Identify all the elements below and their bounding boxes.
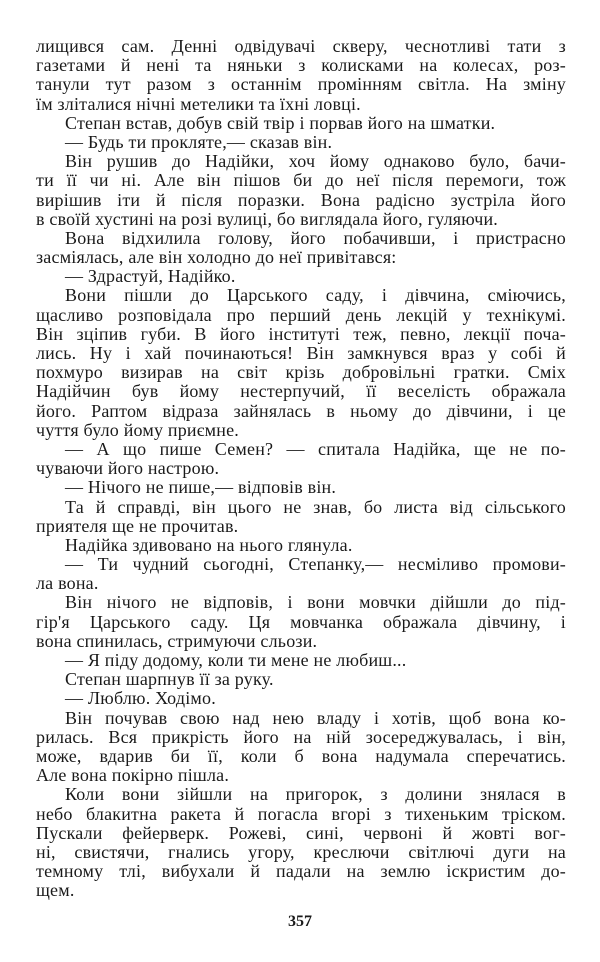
- text-line: ла вона.: [36, 573, 99, 594]
- paragraph: [36, 670, 566, 689]
- text-line: щасливо розповідала про перший день лекцій у технікумі.: [36, 304, 566, 325]
- text-line: приятеля ще не прочитав.: [36, 515, 239, 536]
- paragraph: [36, 555, 566, 593]
- text-line: Він зціпив губи. В його інституті теж, певно, лекції поча-: [36, 323, 566, 344]
- text-line: — Я піду додому, коли ти мене не любиш...: [65, 650, 407, 670]
- paragraph: [36, 478, 566, 497]
- text-line: Пускали фейерверк. Рожеві, сині, червоні й жовті вог-: [36, 822, 566, 843]
- paragraph: [36, 152, 566, 229]
- paragraph: [36, 114, 566, 133]
- text-line: — Нічого не пише,— відповів він.: [65, 477, 337, 498]
- paragraph: [36, 785, 566, 900]
- text-line: рилась. Вся прикрість його на ній зосереджувалась, і він,: [36, 726, 566, 747]
- paragraph: [36, 37, 566, 114]
- text-line: ти її чи ні. Але він пішов би до неї після перемоги, тож: [36, 170, 566, 191]
- text-line: Надійка здивовано на нього глянула.: [65, 534, 353, 555]
- text-line: може, вдарив би її, коли б вона надумала сперечатись.: [36, 745, 566, 766]
- text-line: засміялась, але він холодно до неї привітався:: [36, 247, 397, 268]
- page-body-text: [36, 37, 566, 900]
- text-line: чуття було йому приємне.: [36, 419, 239, 440]
- text-line: темному тлі, вибухали й падали на землю іскристим до-: [36, 861, 566, 882]
- text-line: — Будь ти прокляте,— сказав він.: [65, 131, 333, 152]
- text-line: його. Раптом відраза зайнялась в ньому до дівчини, і це: [36, 400, 566, 421]
- text-line: Степан встав, добув свій твір і порвав його на шматки.: [65, 112, 496, 133]
- paragraph: [36, 689, 566, 708]
- text-line: Вони пішли до Царського саду, і дівчина, сміючись,: [65, 285, 566, 306]
- paragraph: [36, 498, 566, 536]
- text-line: Надійчин був йому нестерпучий, її веселість ображала: [36, 381, 566, 402]
- text-line: лись. Ну і хай починаються! Він замкнувся враз у собі й: [36, 343, 566, 363]
- text-line: Він почував свою над нею владу і хотів, щоб вона ко-: [65, 707, 566, 728]
- text-line: щем.: [36, 880, 75, 901]
- text-line: газетами й нені та няньки з колисками на колесах, роз-: [36, 55, 566, 76]
- paragraph: [36, 440, 566, 478]
- text-line: — Люблю. Ходімо.: [65, 688, 216, 709]
- text-line: похмуро визирав на світ крізь добровільні гратки. Сміх: [36, 362, 566, 383]
- paragraph: [36, 593, 566, 651]
- text-line: — А що пише Семен? — спитала Надійка, ще не по-: [65, 438, 566, 459]
- text-line: вона спинилась, стримуючи сльози.: [36, 630, 318, 651]
- text-line: — Ти чудний сьогодні, Степанку,— несміливо промови-: [65, 554, 566, 575]
- text-line: Та й справді, він цього не знав, бо листа від сільського: [65, 496, 566, 517]
- text-line: чуваючи його настрою.: [36, 458, 220, 479]
- text-line: вирішив іти й після поразки. Вона радісно зустріла його: [36, 189, 566, 210]
- text-line: лищився сам. Денні одвідувачі скверу, чеснотливі тати з: [36, 36, 566, 56]
- text-line: танули тут разом з останнім промінням світла. На зміну: [36, 74, 566, 95]
- paragraph: [36, 267, 566, 286]
- text-line: — Здрастуй, Надійко.: [65, 266, 236, 287]
- paragraph: [36, 651, 566, 670]
- text-line: гір'я Царського саду. Ця мовчанка ображала дівчину, і: [36, 611, 566, 632]
- text-line: їм зліталися нічні метелики та їхні ловці.: [36, 93, 361, 114]
- text-line: Він рушив до Надійки, хоч йому однаково було, бачи-: [65, 151, 566, 172]
- text-line: ні, свистячи, гнались угору, креслючи світлючі дуги на: [36, 841, 566, 862]
- text-line: небо блакитна ракета й погасла вгорі з тихеньким тріском.: [36, 803, 566, 824]
- text-line: Коли вони зійшли на пригорок, з долини знялася в: [65, 784, 566, 805]
- paragraph: [36, 286, 566, 440]
- paragraph: [36, 229, 566, 267]
- paragraph: [36, 709, 566, 786]
- paragraph: [36, 133, 566, 152]
- text-line: в своїй хустині на розі вулиці, бо виглядала його, гуляючи.: [36, 208, 498, 229]
- text-line: Вона відхилила голову, його побачивши, і пристрасно: [65, 227, 566, 248]
- text-line: Степан шарпнув її за руку.: [65, 669, 274, 690]
- page-number: 357: [288, 913, 312, 930]
- text-line: Але вона покірно пішла.: [36, 765, 230, 786]
- paragraph: [36, 536, 566, 555]
- text-line: Він нічого не відповів, і вони мовчки дійшли до під-: [65, 592, 566, 613]
